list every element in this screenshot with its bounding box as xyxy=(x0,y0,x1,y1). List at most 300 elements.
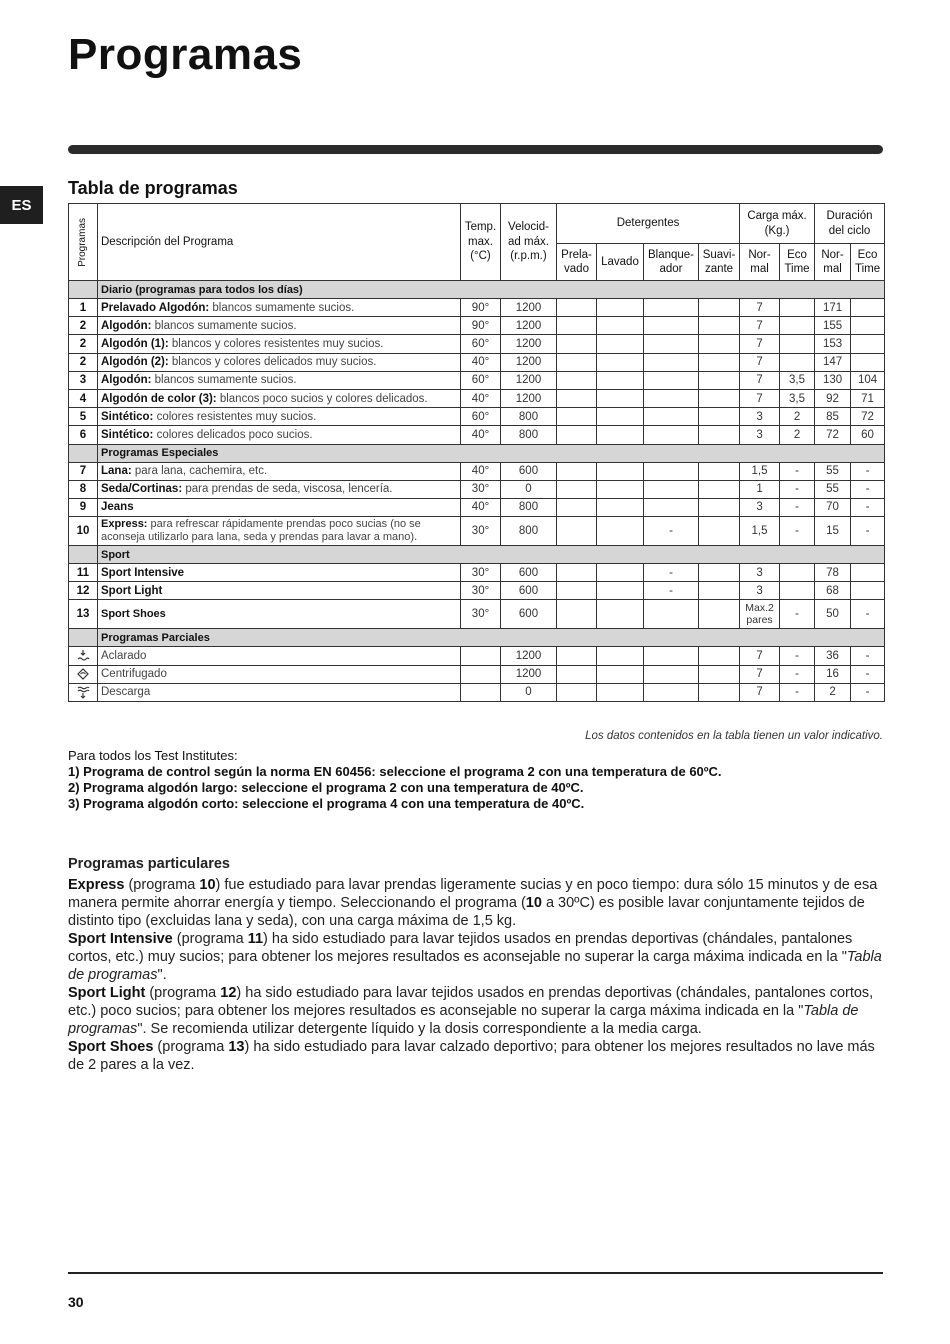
section-title: Tabla de programas xyxy=(68,178,238,198)
programas-particulares xyxy=(68,855,883,1074)
cell-duracion-eco xyxy=(851,335,885,353)
cell-duracion-eco: - xyxy=(851,462,885,480)
cell-duracion-normal: 55 xyxy=(815,480,851,498)
program-name: Express: xyxy=(101,518,148,531)
cell-temp xyxy=(461,665,501,683)
category-row xyxy=(69,629,885,647)
program-number: 11 xyxy=(69,564,98,582)
cell-duracion-normal: 70 xyxy=(815,498,851,516)
table-body xyxy=(69,281,885,702)
cell-carga-normal: 7 xyxy=(740,389,780,407)
cell-duracion-normal: 55 xyxy=(815,462,851,480)
program-description xyxy=(98,683,461,701)
program-detail: blancos sumamente sucios. xyxy=(209,301,355,314)
program-name: Seda/Cortinas: xyxy=(101,483,183,496)
program-detail: para refrescar rápidamente prendas poco sucias (no se aconseja utilizarlo para lana, seda y prendas para lavar a mano). xyxy=(101,518,421,544)
cell-blanqueador: - xyxy=(644,564,699,582)
cell-carga-normal: 7 xyxy=(740,683,780,701)
cell-carga-eco: 2 xyxy=(780,426,815,444)
cell-suavizante xyxy=(699,600,740,629)
program-description xyxy=(98,389,461,407)
program-description xyxy=(98,408,461,426)
cell-suavizante xyxy=(699,299,740,317)
category-spacer xyxy=(69,629,98,647)
cell-carga-eco: 2 xyxy=(780,408,815,426)
category-label: Programas Especiales xyxy=(98,444,885,462)
cell-carga-normal: 3 xyxy=(740,564,780,582)
cell-prelavado xyxy=(557,480,597,498)
program-description xyxy=(98,498,461,516)
cell-prelavado xyxy=(557,582,597,600)
category-spacer xyxy=(69,546,98,564)
cell-suavizante xyxy=(699,564,740,582)
cell-lavado xyxy=(597,517,644,546)
cell-speed: 1200 xyxy=(501,299,557,317)
table-row xyxy=(69,371,885,389)
cell-blanqueador xyxy=(644,371,699,389)
cell-temp: 30° xyxy=(461,564,501,582)
cell-duracion-normal: 171 xyxy=(815,299,851,317)
cell-duracion-normal: 78 xyxy=(815,564,851,582)
cell-duracion-normal: 15 xyxy=(815,517,851,546)
cell-duracion-normal: 50 xyxy=(815,600,851,629)
table-row xyxy=(69,389,885,407)
program-number: 5 xyxy=(69,408,98,426)
cell-duracion-normal: 68 xyxy=(815,582,851,600)
table-row xyxy=(69,480,885,498)
cell-speed: 600 xyxy=(501,462,557,480)
cell-suavizante xyxy=(699,426,740,444)
title-rule xyxy=(68,145,883,154)
cell-speed: 0 xyxy=(501,683,557,701)
cell-lavado xyxy=(597,462,644,480)
table-row xyxy=(69,462,885,480)
cell-blanqueador xyxy=(644,498,699,516)
cell-prelavado xyxy=(557,371,597,389)
cell-carga-normal: 3 xyxy=(740,582,780,600)
cell-duracion-normal: 155 xyxy=(815,317,851,335)
cell-suavizante xyxy=(699,353,740,371)
cell-suavizante xyxy=(699,517,740,546)
cell-temp: 30° xyxy=(461,517,501,546)
program-number: 6 xyxy=(69,426,98,444)
cell-speed: 800 xyxy=(501,408,557,426)
cell-prelavado xyxy=(557,462,597,480)
cell-blanqueador xyxy=(644,600,699,629)
cell-blanqueador xyxy=(644,426,699,444)
cell-carga-eco: 3,5 xyxy=(780,389,815,407)
program-name: Sintético: xyxy=(101,410,154,423)
cell-lavado xyxy=(597,353,644,371)
cell-blanqueador xyxy=(644,299,699,317)
cell-blanqueador xyxy=(644,462,699,480)
cell-prelavado xyxy=(557,600,597,629)
program-number: 10 xyxy=(69,517,98,546)
cell-lavado xyxy=(597,426,644,444)
cell-temp xyxy=(461,647,501,665)
table-row xyxy=(69,517,885,546)
cell-speed: 1200 xyxy=(501,371,557,389)
program-description xyxy=(98,480,461,498)
cell-suavizante xyxy=(699,335,740,353)
program-name: Prelavado Algodón: xyxy=(101,301,210,314)
cell-speed: 800 xyxy=(501,498,557,516)
program-name: Algodón: xyxy=(101,374,152,387)
rinse-icon xyxy=(69,647,98,665)
cell-suavizante xyxy=(699,371,740,389)
cell-duracion-eco: 60 xyxy=(851,426,885,444)
language-tab: ES xyxy=(0,186,43,224)
program-number: 8 xyxy=(69,480,98,498)
program-number: 3 xyxy=(69,371,98,389)
cell-carga-eco: - xyxy=(780,517,815,546)
cell-speed: 600 xyxy=(501,600,557,629)
cell-carga-eco: - xyxy=(780,665,815,683)
program-number: 4 xyxy=(69,389,98,407)
cell-duracion-normal: 72 xyxy=(815,426,851,444)
cell-lavado xyxy=(597,683,644,701)
cell-duracion-normal: 2 xyxy=(815,683,851,701)
cell-temp: 60° xyxy=(461,335,501,353)
cell-temp: 40° xyxy=(461,426,501,444)
cell-suavizante xyxy=(699,498,740,516)
program-detail: blancos y colores resistentes muy sucios. xyxy=(168,337,384,350)
category-row xyxy=(69,546,885,564)
cell-carga-normal: 7 xyxy=(740,665,780,683)
cell-blanqueador: - xyxy=(644,582,699,600)
cell-speed: 1200 xyxy=(501,389,557,407)
cell-blanqueador xyxy=(644,335,699,353)
program-name: Algodón de color (3): xyxy=(101,392,217,405)
cell-temp: 40° xyxy=(461,353,501,371)
cell-blanqueador xyxy=(644,389,699,407)
cell-duracion-normal: 36 xyxy=(815,647,851,665)
program-description xyxy=(98,353,461,371)
program-name: Algodón: xyxy=(101,319,152,332)
table-row xyxy=(69,600,885,629)
program-description xyxy=(98,665,461,683)
category-label: Diario (programas para todos los días) xyxy=(98,281,885,299)
cell-carga-eco: - xyxy=(780,683,815,701)
header-descripcion: Descripción del Programa xyxy=(98,204,461,281)
program-description xyxy=(98,600,461,629)
cell-duracion-normal: 147 xyxy=(815,353,851,371)
cell-temp: 40° xyxy=(461,462,501,480)
cell-suavizante xyxy=(699,408,740,426)
cell-suavizante xyxy=(699,462,740,480)
cell-prelavado xyxy=(557,683,597,701)
cell-speed: 1200 xyxy=(501,647,557,665)
cell-prelavado xyxy=(557,299,597,317)
cell-carga-normal: 1 xyxy=(740,480,780,498)
program-number: 2 xyxy=(69,335,98,353)
cell-lavado xyxy=(597,317,644,335)
header-blanqueador: Blanque-ador xyxy=(644,244,699,281)
table-row xyxy=(69,564,885,582)
page-title: Programas xyxy=(68,30,303,79)
cell-suavizante xyxy=(699,317,740,335)
cell-lavado xyxy=(597,299,644,317)
cell-carga-eco xyxy=(780,317,815,335)
program-name: Lana: xyxy=(101,465,132,478)
cell-speed: 0 xyxy=(501,480,557,498)
table-row xyxy=(69,299,885,317)
particulares-title: Programas particulares xyxy=(68,856,230,872)
program-name: Sintético: xyxy=(101,428,154,441)
cell-lavado xyxy=(597,600,644,629)
cell-carga-normal: 7 xyxy=(740,335,780,353)
page-number: 30 xyxy=(68,1294,84,1310)
program-number: 13 xyxy=(69,600,98,629)
cell-temp: 60° xyxy=(461,408,501,426)
cell-lavado xyxy=(597,564,644,582)
table-row xyxy=(69,353,885,371)
program-detail: blancos y colores delicados muy sucios. xyxy=(168,356,377,369)
cell-carga-eco: - xyxy=(780,600,815,629)
cell-blanqueador xyxy=(644,353,699,371)
cell-suavizante xyxy=(699,683,740,701)
header-carga-eco: Eco Time xyxy=(780,244,815,281)
cell-carga-normal: 3 xyxy=(740,498,780,516)
program-name: Sport Shoes xyxy=(101,608,166,621)
cell-temp: 30° xyxy=(461,582,501,600)
header-velocidad: Velocid-ad máx. (r.p.m.) xyxy=(501,204,557,281)
cell-prelavado xyxy=(557,408,597,426)
program-detail: colores resistentes muy sucios. xyxy=(153,410,317,423)
cell-duracion-eco: - xyxy=(851,647,885,665)
cell-carga-normal: 7 xyxy=(740,647,780,665)
header-lavado: Lavado xyxy=(597,244,644,281)
cell-duracion-normal: 92 xyxy=(815,389,851,407)
paragraph-express: Express (programa 10) fue estudiado para lavar prendas ligeramente sucias y en poco tiempo: dura sólo 15 minutos y de esa manera permite ahorrar energía y tiempo. Seleccionando el programa (10 a 30ºC) es posible lavar conjuntamente tejidos de distinto tipo (excluidas lana y seda), con una carga máxima de 1,5 kg. xyxy=(68,877,878,929)
header-detergentes: Detergentes xyxy=(557,204,740,244)
program-description xyxy=(98,517,461,546)
program-description xyxy=(98,299,461,317)
cell-lavado xyxy=(597,498,644,516)
category-spacer xyxy=(69,444,98,462)
cell-carga-eco xyxy=(780,353,815,371)
category-row xyxy=(69,281,885,299)
cell-duracion-normal: 130 xyxy=(815,371,851,389)
header-temp: Temp. max. (°C) xyxy=(461,204,501,281)
cell-duracion-eco: - xyxy=(851,517,885,546)
cell-suavizante xyxy=(699,582,740,600)
program-detail: blancos sumamente sucios. xyxy=(151,374,297,387)
cell-duracion-eco: - xyxy=(851,600,885,629)
program-detail: para lana, cachemira, etc. xyxy=(131,465,268,478)
cell-speed: 800 xyxy=(501,517,557,546)
cell-prelavado xyxy=(557,317,597,335)
category-label: Sport xyxy=(98,546,885,564)
table-row xyxy=(69,317,885,335)
header-carga-normal: Nor-mal xyxy=(740,244,780,281)
cell-carga-eco: - xyxy=(780,462,815,480)
cell-temp xyxy=(461,683,501,701)
cell-speed: 1200 xyxy=(501,665,557,683)
category-row xyxy=(69,444,885,462)
cell-carga-eco xyxy=(780,335,815,353)
cell-blanqueador xyxy=(644,665,699,683)
test-item: 3) Programa algodón corto: seleccione el programa 4 con una temperatura de 40ºC. xyxy=(68,796,585,811)
cell-carga-normal: 7 xyxy=(740,353,780,371)
cell-lavado xyxy=(597,408,644,426)
cell-temp: 90° xyxy=(461,317,501,335)
cell-carga-normal: 7 xyxy=(740,371,780,389)
program-description xyxy=(98,582,461,600)
table-row xyxy=(69,582,885,600)
paragraph-sport-shoes: Sport Shoes (programa 13) ha sido estudiado para lavar calzado deportivo; para obtener los mejores resultados no lave más de 2 pares a la vez. xyxy=(68,1039,875,1073)
cell-temp: 60° xyxy=(461,371,501,389)
cell-prelavado xyxy=(557,389,597,407)
cell-lavado xyxy=(597,389,644,407)
cell-carga-eco: - xyxy=(780,498,815,516)
header-programas: Programas xyxy=(69,204,98,281)
program-name: Sport Intensive xyxy=(101,566,185,579)
cell-carga-normal: 7 xyxy=(740,299,780,317)
cell-lavado xyxy=(597,647,644,665)
cell-duracion-eco: - xyxy=(851,683,885,701)
program-number: 9 xyxy=(69,498,98,516)
program-name: Algodón (1): xyxy=(101,337,169,350)
drain-icon xyxy=(69,683,98,701)
header-carga: Carga máx. (Kg.) xyxy=(740,204,815,244)
cell-temp: 90° xyxy=(461,299,501,317)
cell-carga-normal: 1,5 xyxy=(740,462,780,480)
table-row xyxy=(69,498,885,516)
cell-duracion-normal: 16 xyxy=(815,665,851,683)
program-detail: blancos sumamente sucios. xyxy=(151,319,297,332)
cell-lavado xyxy=(597,371,644,389)
cell-prelavado xyxy=(557,665,597,683)
program-table xyxy=(68,203,885,702)
cell-prelavado xyxy=(557,353,597,371)
cell-prelavado xyxy=(557,498,597,516)
cell-blanqueador xyxy=(644,408,699,426)
cell-duracion-eco: 104 xyxy=(851,371,885,389)
bottom-rule xyxy=(68,1272,883,1274)
cell-lavado xyxy=(597,335,644,353)
program-detail: colores delicados poco sucios. xyxy=(153,428,313,441)
cell-prelavado xyxy=(557,335,597,353)
program-name: Jeans xyxy=(101,501,134,514)
test-item: 1) Programa de control según la norma EN 60456: seleccione el programa 2 con una temperatura de 60ºC. xyxy=(68,764,722,779)
cell-temp: 30° xyxy=(461,480,501,498)
cell-carga-eco xyxy=(780,564,815,582)
program-number: 7 xyxy=(69,462,98,480)
cell-blanqueador xyxy=(644,647,699,665)
cell-duracion-eco xyxy=(851,317,885,335)
cell-speed: 1200 xyxy=(501,335,557,353)
cell-prelavado xyxy=(557,647,597,665)
table-row xyxy=(69,665,885,683)
cell-duracion-eco: - xyxy=(851,498,885,516)
cell-speed: 1200 xyxy=(501,353,557,371)
cell-prelavado xyxy=(557,517,597,546)
paragraph-sport-intensive: Sport Intensive (programa 11) ha sido estudiado para lavar tejidos usados en prendas deportivas (chándales, pantalones cortos, etc.) muy sucios; para obtener los mejores resultados es aconsejable no superar la carga máxima indicada en la "Tabla de programas". xyxy=(68,931,882,983)
table-row xyxy=(69,335,885,353)
cell-carga-normal: Max.2 pares xyxy=(740,600,780,629)
header-duracion-eco: Eco Time xyxy=(851,244,885,281)
category-label: Programas Parciales xyxy=(98,629,885,647)
cell-duracion-eco: - xyxy=(851,665,885,683)
header-duracion-normal: Nor-mal xyxy=(815,244,851,281)
program-name: Algodón (2): xyxy=(101,356,169,369)
paragraph-sport-light: Sport Light (programa 12) ha sido estudiado para lavar tejidos usados en prendas deportivas (chándales, pantalones cortos, etc.) poco sucios; para obtener los mejores resultados es aconsejable no superar la carga máxima indicada en la "Tabla de programas". Se recomienda utilizar detergente líquido y la dosis correspondiente a la media carga. xyxy=(68,985,874,1037)
cell-duracion-eco xyxy=(851,564,885,582)
program-description xyxy=(98,647,461,665)
cell-prelavado xyxy=(557,426,597,444)
header-suavizante: Suavi-zante xyxy=(699,244,740,281)
cell-carga-normal: 7 xyxy=(740,317,780,335)
test-institutes xyxy=(68,748,722,812)
cell-duracion-eco xyxy=(851,353,885,371)
cell-carga-eco: 3,5 xyxy=(780,371,815,389)
cell-duracion-eco: - xyxy=(851,480,885,498)
cell-carga-eco: - xyxy=(780,480,815,498)
table-row xyxy=(69,647,885,665)
cell-speed: 600 xyxy=(501,582,557,600)
cell-blanqueador: - xyxy=(644,517,699,546)
cell-suavizante xyxy=(699,665,740,683)
program-description xyxy=(98,371,461,389)
cell-carga-normal: 3 xyxy=(740,426,780,444)
program-description xyxy=(98,564,461,582)
program-number: 2 xyxy=(69,317,98,335)
program-description xyxy=(98,317,461,335)
program-description xyxy=(98,462,461,480)
cell-blanqueador xyxy=(644,480,699,498)
test-item: 2) Programa algodón largo: seleccione el programa 2 con una temperatura de 40ºC. xyxy=(68,780,584,795)
cell-duracion-normal: 85 xyxy=(815,408,851,426)
category-spacer xyxy=(69,281,98,299)
cell-speed: 600 xyxy=(501,564,557,582)
cell-duracion-eco xyxy=(851,582,885,600)
program-number: 2 xyxy=(69,353,98,371)
test-intro: Para todos los Test Institutes: xyxy=(68,748,238,763)
table-row xyxy=(69,683,885,701)
cell-lavado xyxy=(597,480,644,498)
cell-blanqueador xyxy=(644,683,699,701)
program-number: 1 xyxy=(69,299,98,317)
program-detail: Aclarado xyxy=(101,650,147,663)
program-detail: Centrifugado xyxy=(101,668,167,681)
cell-speed: 1200 xyxy=(501,317,557,335)
cell-duracion-eco: 71 xyxy=(851,389,885,407)
cell-suavizante xyxy=(699,389,740,407)
cell-duracion-eco: 72 xyxy=(851,408,885,426)
cell-carga-normal: 3 xyxy=(740,408,780,426)
cell-lavado xyxy=(597,582,644,600)
program-detail: para prendas de seda, viscosa, lencería. xyxy=(182,483,393,496)
table-note: Los datos contenidos en la tabla tienen un valor indicativo. xyxy=(585,730,883,742)
program-description xyxy=(98,426,461,444)
cell-temp: 40° xyxy=(461,389,501,407)
program-detail: Descarga xyxy=(101,686,151,699)
cell-duracion-normal: 153 xyxy=(815,335,851,353)
cell-temp: 40° xyxy=(461,498,501,516)
cell-temp: 30° xyxy=(461,600,501,629)
cell-prelavado xyxy=(557,564,597,582)
program-number: 12 xyxy=(69,582,98,600)
cell-suavizante xyxy=(699,480,740,498)
program-description xyxy=(98,335,461,353)
header-prelavado: Prela-vado xyxy=(557,244,597,281)
cell-speed: 800 xyxy=(501,426,557,444)
table-row xyxy=(69,426,885,444)
program-detail: blancos poco sucios y colores delicados. xyxy=(216,392,428,405)
spin-icon xyxy=(69,665,98,683)
cell-duracion-eco xyxy=(851,299,885,317)
